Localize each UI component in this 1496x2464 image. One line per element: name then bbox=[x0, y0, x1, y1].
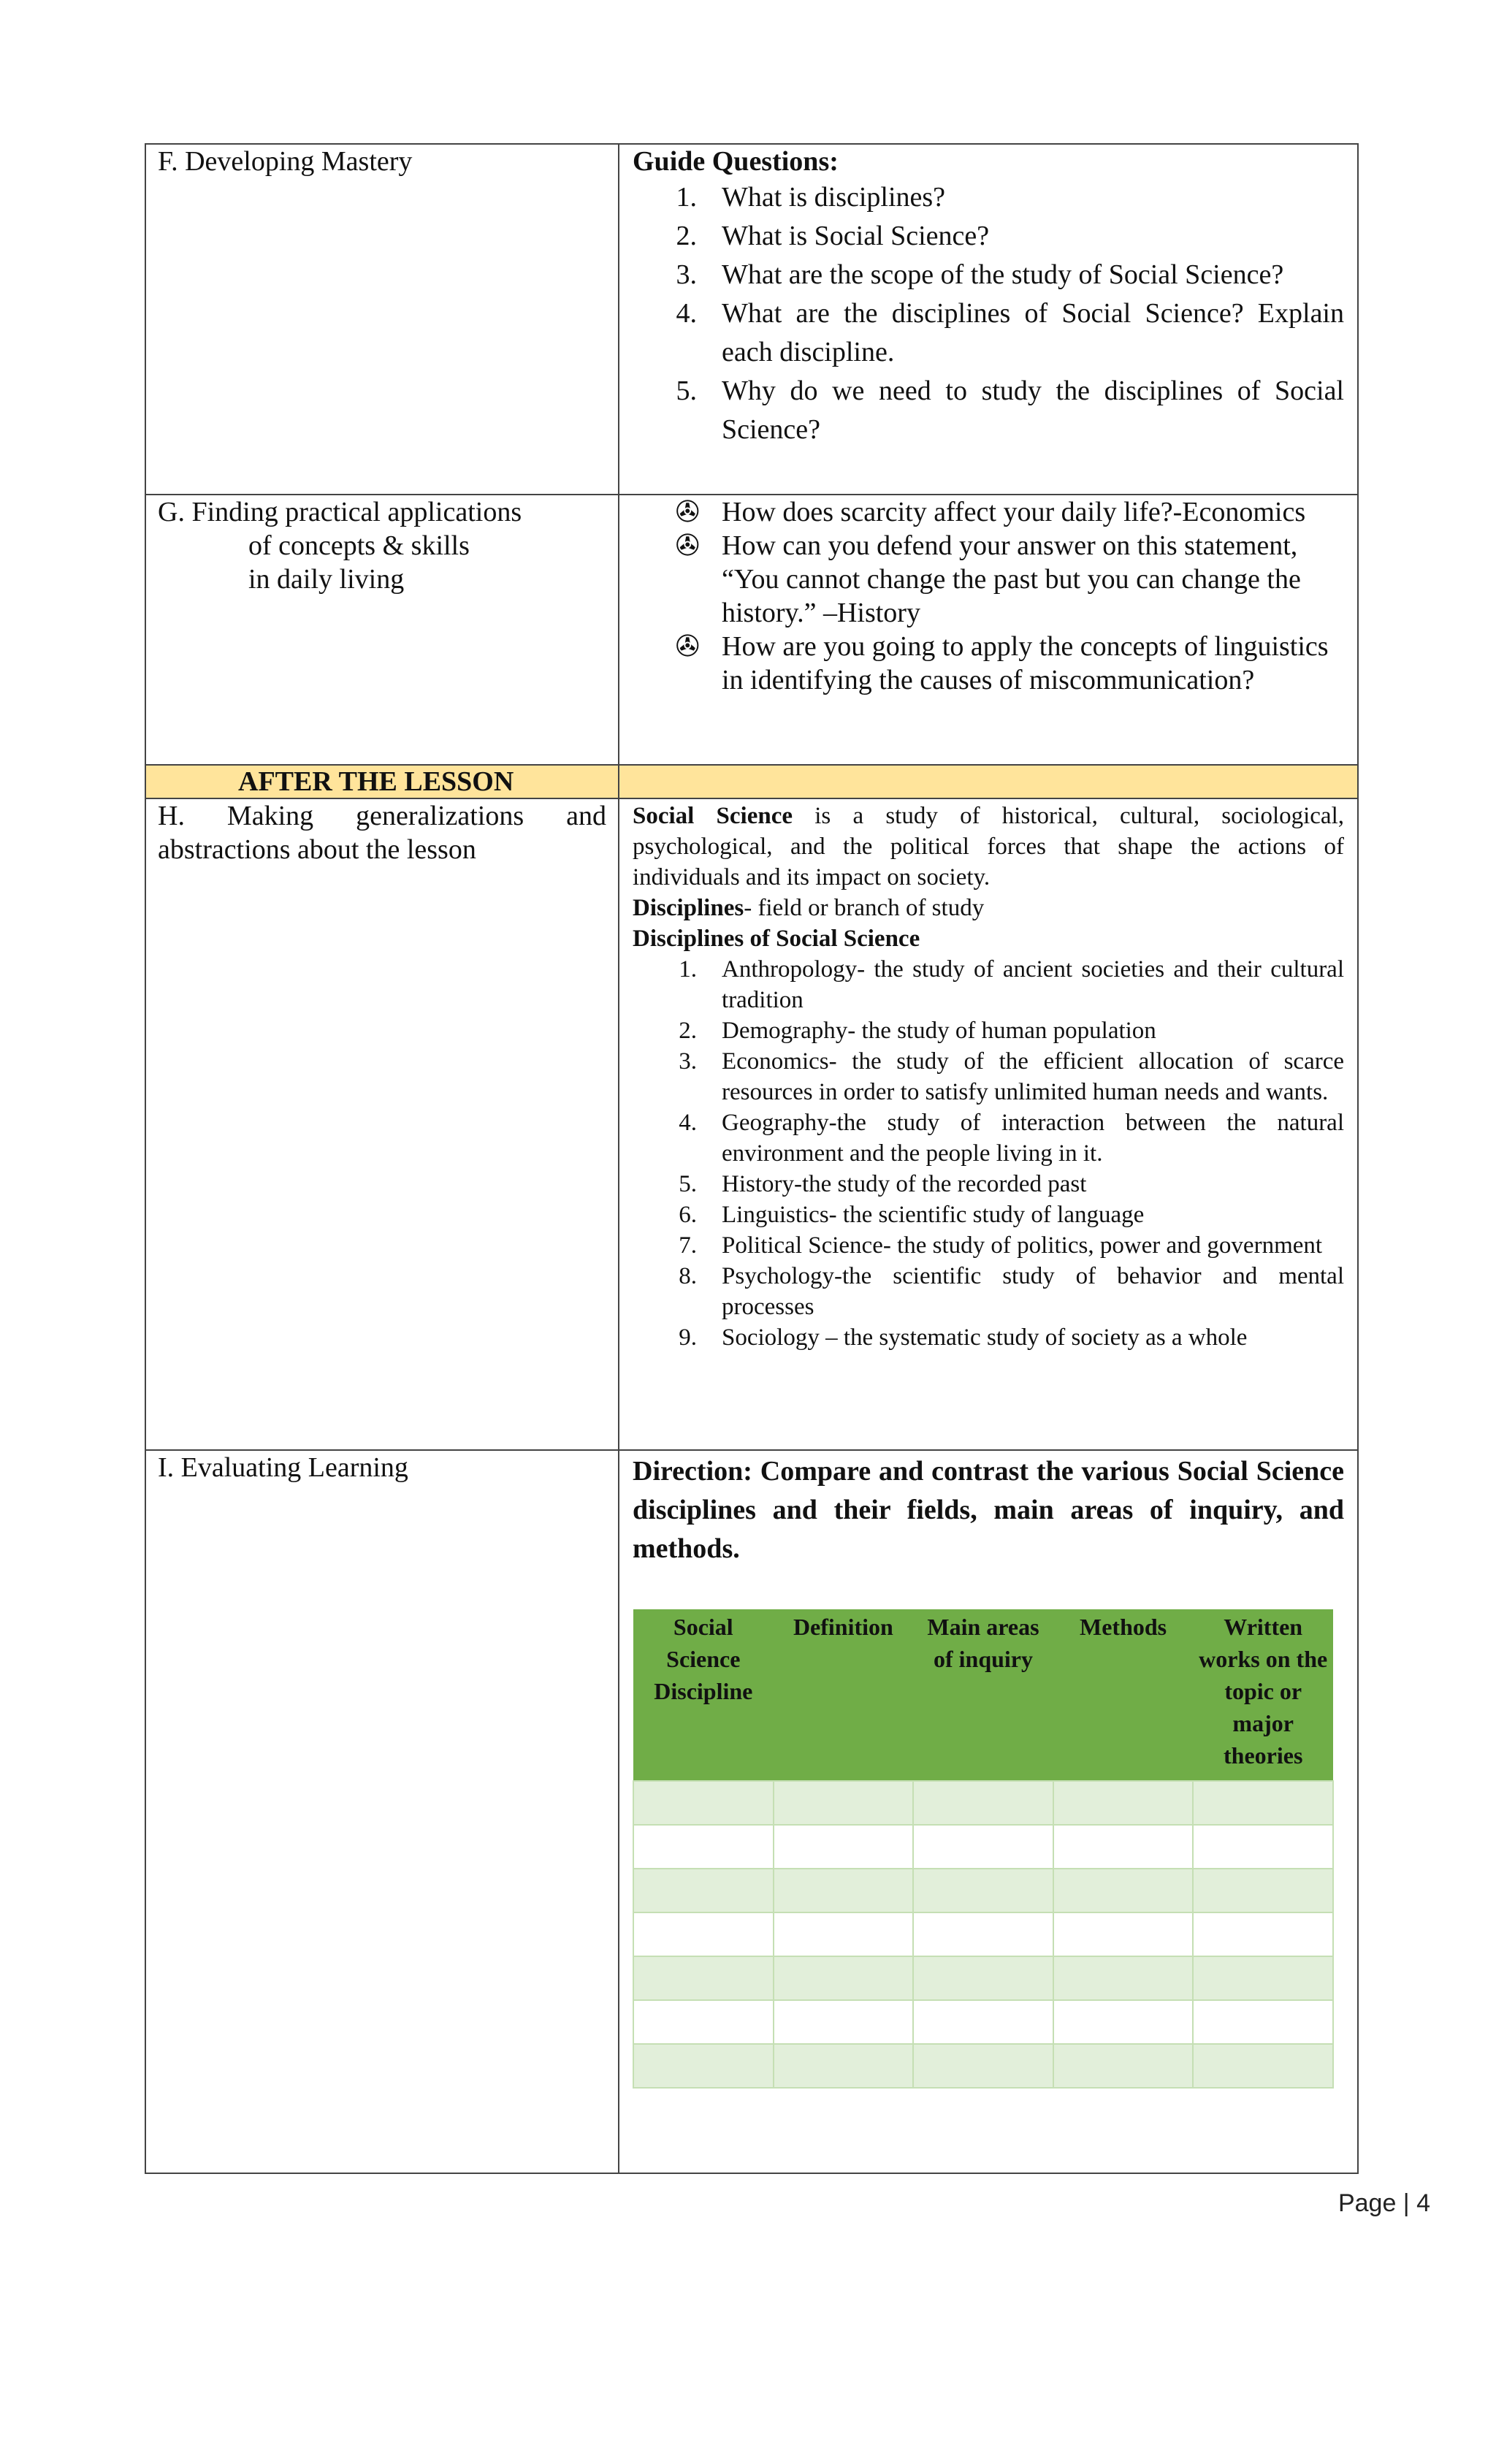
item-text: Psychology-the scientific study of behavior and mental processes bbox=[722, 1263, 1344, 1320]
row-label bbox=[146, 495, 618, 596]
table-cell[interactable] bbox=[1193, 2044, 1333, 2088]
definition-text: - field or branch of study bbox=[744, 895, 985, 921]
row-label: I. Evaluating Learning bbox=[158, 1452, 408, 1483]
table-cell[interactable] bbox=[1193, 1869, 1333, 1912]
list-item bbox=[633, 1015, 1344, 1046]
item-number: 1. bbox=[676, 182, 697, 213]
table-cell[interactable] bbox=[1053, 2000, 1194, 2044]
item-text: Linguistics- the scientific study of language bbox=[722, 1202, 1145, 1228]
item-number: 4. bbox=[676, 298, 697, 329]
item-text: What are the disciplines of Social Science? Explain each discipline. bbox=[722, 298, 1344, 367]
list-item bbox=[633, 529, 1344, 630]
item-number: 7. bbox=[679, 1232, 697, 1259]
table-cell[interactable] bbox=[1053, 1781, 1194, 1825]
table-cell[interactable] bbox=[633, 1912, 774, 1956]
row-generalizations bbox=[145, 798, 1358, 1450]
disciplines-definition bbox=[633, 893, 1344, 923]
table-cell[interactable] bbox=[1193, 1956, 1333, 2000]
table-cell[interactable] bbox=[913, 1869, 1053, 1912]
item-number: 3. bbox=[679, 1048, 697, 1075]
table-cell[interactable] bbox=[633, 2044, 774, 2088]
row-developing-mastery bbox=[145, 144, 1358, 495]
item-text: Political Science- the study of politics, power and government bbox=[722, 1232, 1323, 1259]
table-row bbox=[633, 1956, 1333, 2000]
item-text: History-the study of the recorded past bbox=[722, 1171, 1087, 1197]
row-label bbox=[146, 799, 618, 866]
band-empty-cell bbox=[619, 765, 1358, 798]
comparison-table bbox=[633, 1609, 1334, 2089]
table-cell[interactable] bbox=[633, 1869, 774, 1912]
table-cell[interactable] bbox=[774, 1869, 914, 1912]
table-cell[interactable] bbox=[774, 2000, 914, 2044]
item-text: Sociology – the systematic study of society as a whole bbox=[722, 1324, 1248, 1351]
column-header: Social Science Discipline bbox=[633, 1609, 774, 1781]
table-row bbox=[633, 1781, 1333, 1825]
list-item bbox=[633, 256, 1344, 294]
item-number: 9. bbox=[679, 1324, 697, 1351]
table-cell[interactable] bbox=[633, 1956, 774, 2000]
table-row bbox=[633, 2044, 1333, 2088]
term: Social Science bbox=[633, 803, 793, 829]
item-number: 1. bbox=[679, 956, 697, 983]
list-item bbox=[633, 1107, 1344, 1169]
item-text: How are you going to apply the concepts of linguistics in identifying the causes of miscommunication? bbox=[722, 631, 1329, 695]
list-item bbox=[633, 372, 1344, 449]
table-cell[interactable] bbox=[774, 1912, 914, 1956]
list-item bbox=[633, 217, 1344, 256]
definition-text: is a study of historical, cultural, sociological, psychological, and the political forces that shape the actions of individuals and its impact on society. bbox=[633, 803, 1345, 890]
label-line: G. Finding practical applications bbox=[158, 497, 522, 527]
label-line: in daily living bbox=[248, 564, 405, 595]
list-item bbox=[633, 1046, 1344, 1107]
table-cell[interactable] bbox=[1193, 1825, 1333, 1869]
table-cell[interactable] bbox=[1193, 1781, 1333, 1825]
table-cell[interactable] bbox=[913, 1912, 1053, 1956]
item-text: What are the scope of the study of Social Science? bbox=[722, 259, 1284, 290]
film-reel-bullet-icon: ✇ bbox=[675, 630, 700, 663]
table-cell[interactable] bbox=[774, 2044, 914, 2088]
guide-questions-heading: Guide Questions: bbox=[633, 146, 839, 177]
social-science-definition bbox=[633, 801, 1344, 893]
table-cell[interactable] bbox=[913, 2000, 1053, 2044]
table-cell[interactable] bbox=[633, 1825, 774, 1869]
table-cell[interactable] bbox=[633, 2000, 774, 2044]
item-number: 6. bbox=[679, 1202, 697, 1228]
table-cell[interactable] bbox=[774, 1956, 914, 2000]
row-evaluating-learning bbox=[145, 1450, 1358, 2173]
item-number: 5. bbox=[679, 1171, 697, 1197]
table-cell[interactable] bbox=[774, 1781, 914, 1825]
table-cell[interactable] bbox=[1053, 1869, 1194, 1912]
item-number: 2. bbox=[676, 221, 697, 251]
disciplines-list-heading: Disciplines of Social Science bbox=[633, 926, 920, 952]
table-cell[interactable] bbox=[1193, 2000, 1333, 2044]
item-text: Economics- the study of the efficient allocation of scarce resources in order to satisfy unlimited human needs and wants. bbox=[722, 1048, 1344, 1105]
item-number: 5. bbox=[676, 375, 697, 406]
table-cell[interactable] bbox=[774, 1825, 914, 1869]
after-the-lesson-band bbox=[145, 765, 1358, 798]
table-row bbox=[633, 1825, 1333, 1869]
item-text: Why do we need to study the disciplines of Social Science? bbox=[722, 375, 1344, 445]
table-row bbox=[633, 1912, 1333, 1956]
table-cell[interactable] bbox=[633, 1781, 774, 1825]
table-cell[interactable] bbox=[1053, 1825, 1194, 1869]
item-number: 4. bbox=[679, 1110, 697, 1136]
list-item bbox=[633, 954, 1344, 1015]
disciplines-list bbox=[633, 954, 1344, 1353]
table-row bbox=[633, 2000, 1333, 2044]
column-header: Methods bbox=[1053, 1609, 1194, 1781]
table-cell[interactable] bbox=[913, 1825, 1053, 1869]
term: Disciplines bbox=[633, 895, 744, 921]
table-cell[interactable] bbox=[913, 1781, 1053, 1825]
table-cell[interactable] bbox=[1193, 1912, 1333, 1956]
table-row bbox=[633, 1869, 1333, 1912]
row-label: F. Developing Mastery bbox=[158, 146, 413, 177]
lesson-plan-table bbox=[145, 143, 1359, 2174]
item-text: What is disciplines? bbox=[722, 182, 946, 213]
table-cell[interactable] bbox=[1053, 1956, 1194, 2000]
item-text: How does scarcity affect your daily life?-Economics bbox=[722, 497, 1306, 527]
direction-text: Direction: Compare and contrast the various Social Science disciplines and their fields, main areas of inquiry, and methods. bbox=[633, 1456, 1344, 1564]
item-number: 3. bbox=[676, 259, 697, 290]
row-practical-applications bbox=[145, 495, 1358, 765]
item-text: Anthropology- the study of ancient societies and their cultural tradition bbox=[722, 956, 1344, 1013]
label-line: of concepts & skills bbox=[248, 530, 470, 561]
section-heading: AFTER THE LESSON bbox=[238, 766, 514, 797]
column-header: Definition bbox=[774, 1609, 914, 1781]
label-line: abstractions about the lesson bbox=[158, 834, 476, 865]
list-item bbox=[633, 1261, 1344, 1322]
list-item bbox=[633, 495, 1344, 529]
list-item bbox=[633, 1322, 1344, 1353]
item-text: What is Social Science? bbox=[722, 221, 990, 251]
list-item bbox=[633, 294, 1344, 372]
item-text: Geography-the study of interaction between the natural environment and the people living in it. bbox=[722, 1110, 1344, 1167]
table-header-row bbox=[633, 1609, 1333, 1781]
list-item bbox=[633, 1199, 1344, 1230]
film-reel-bullet-icon: ✇ bbox=[675, 529, 700, 562]
column-header: Main areas of inquiry bbox=[913, 1609, 1053, 1781]
page-number: Page | 4 bbox=[1337, 2189, 1430, 2217]
column-header: Written works on the topic or major theories bbox=[1193, 1609, 1333, 1781]
list-item bbox=[633, 178, 1344, 217]
application-list bbox=[633, 495, 1344, 697]
list-item bbox=[633, 1169, 1344, 1199]
table-cell[interactable] bbox=[1053, 1912, 1194, 1956]
table-cell[interactable] bbox=[913, 1956, 1053, 2000]
label-line: H. Making generalizations and bbox=[158, 801, 606, 831]
table-cell[interactable] bbox=[913, 2044, 1053, 2088]
list-item bbox=[633, 630, 1344, 697]
table-cell[interactable] bbox=[1053, 2044, 1194, 2088]
item-text: How can you defend your answer on this statement, “You cannot change the past but you can change the history.” –History bbox=[722, 530, 1301, 628]
lesson-plan-sheet bbox=[145, 143, 1357, 2174]
item-text: Demography- the study of human population bbox=[722, 1018, 1156, 1044]
guide-questions-list bbox=[633, 178, 1344, 449]
list-item bbox=[633, 1230, 1344, 1261]
item-number: 2. bbox=[679, 1018, 697, 1044]
film-reel-bullet-icon: ✇ bbox=[675, 495, 700, 528]
item-number: 8. bbox=[679, 1263, 697, 1289]
